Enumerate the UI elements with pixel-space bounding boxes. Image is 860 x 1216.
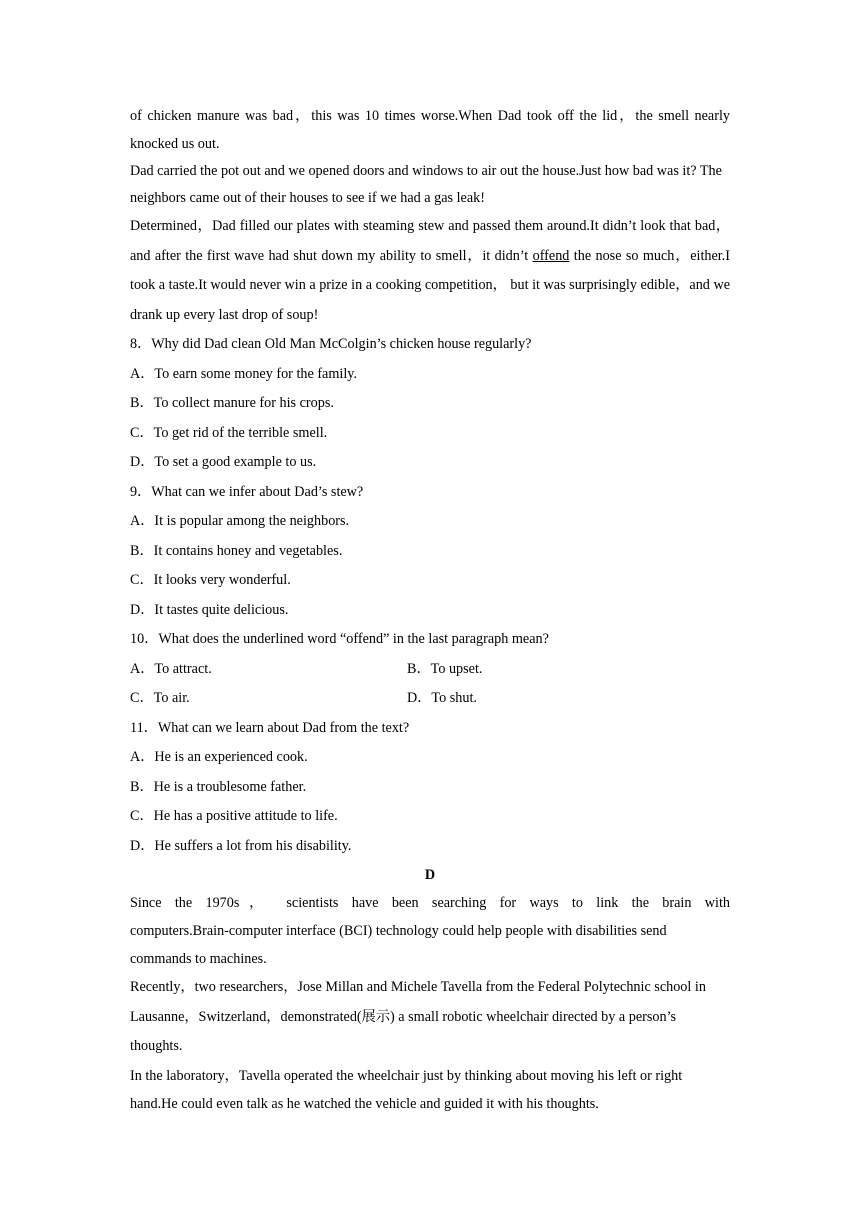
passage-d-paragraph-3: In the laboratory，Tavella operated the wheelchair just by thinking about moving his left or right hand.He could even talk as he watched the vehicle and guided it with his thoughts. [130,1067,683,1112]
question-9 [130,478,730,626]
passage-d-paragraph-2: Recently，two researchers，Jose Millan and Michele Tavella from the Federal Polytechnic school in Lausanne，Switzerland，demonstrated(展示) a small robotic wheelchair directed by a person’s thoughts. [130,979,706,1054]
option-a: A．He is an experienced cook. [130,749,308,765]
passage-c-paragraph-1-line-2: knocked us out. [130,136,220,152]
question-10 [130,625,730,714]
option-a: A．To earn some money for the family. [130,365,357,382]
passage-c-paragraph-2: Dad carried the pot out and we opened doors and windows to air out the house.Just how bad was it? The neighbors came out of their houses to see if we had a gas leak! [130,163,722,206]
option-c: C．To air. [130,690,190,706]
paragraph-3-text-before: Determined，Dad filled our plates with steaming stew and passed them around.It didn’t look that bad，and after the first wave had shut down my ability to smell，it didn’t [130,218,730,264]
passage-c-paragraph-1-line-1: of chicken manure was bad，this was 10 times worse.When Dad took off the lid，the smell nearly [130,108,730,124]
option-d: D．To set a good example to us. [130,454,317,470]
option-b: B．To collect manure for his crops. [130,395,334,411]
option-d: D．It tastes quite delicious. [130,601,289,618]
question-stem: 9．What can we infer about Dad’s stew? [130,483,364,500]
option-a: A．It is popular among the neighbors. [130,513,350,529]
option-c: C．He has a positive attitude to life. [130,808,338,824]
option-b: B．It contains honey and vegetables. [130,542,343,559]
option-a: A．To attract. [130,660,212,677]
option-d: D．To shut. [407,690,477,706]
question-stem: 8．Why did Dad clean Old Man McColgin’s chicken house regularly? [130,336,532,352]
option-b: B．He is a troublesome father. [130,778,307,795]
question-8 [130,330,730,478]
option-c: C．It looks very wonderful. [130,572,291,588]
passage-c-paragraph-3 [130,212,730,330]
underlined-word-offend: offend [532,247,570,264]
option-d: D．He suffers a lot from his disability. [130,837,352,854]
option-c: C．To get rid of the terrible smell. [130,424,328,441]
question-stem: 10．What does the underlined word “offend” in the last paragraph mean? [130,631,549,647]
passage-d-paragraph-1-rest: computers.Brain-computer interface (BCI) technology could help people with disabilities send commands to machines. [130,923,667,967]
option-b: B．To upset. [407,660,483,677]
passage-d-paragraph-1-line-1: Since the 1970s， scientists have been searching for ways to link the brain with [130,895,730,911]
document-page [130,102,730,1118]
question-stem: 11．What can we learn about Dad from the text? [130,719,410,736]
question-11 [130,714,730,862]
paragraph-3-text-after: the nose so much，either.I took a taste.It would never win a prize in a cooking competition， but it was surprisingly edible，and we drank up every last drop of soup! [130,247,730,323]
option-row-cd [130,684,730,714]
passage-d-heading: D [424,867,436,883]
option-row-ab [130,655,730,685]
